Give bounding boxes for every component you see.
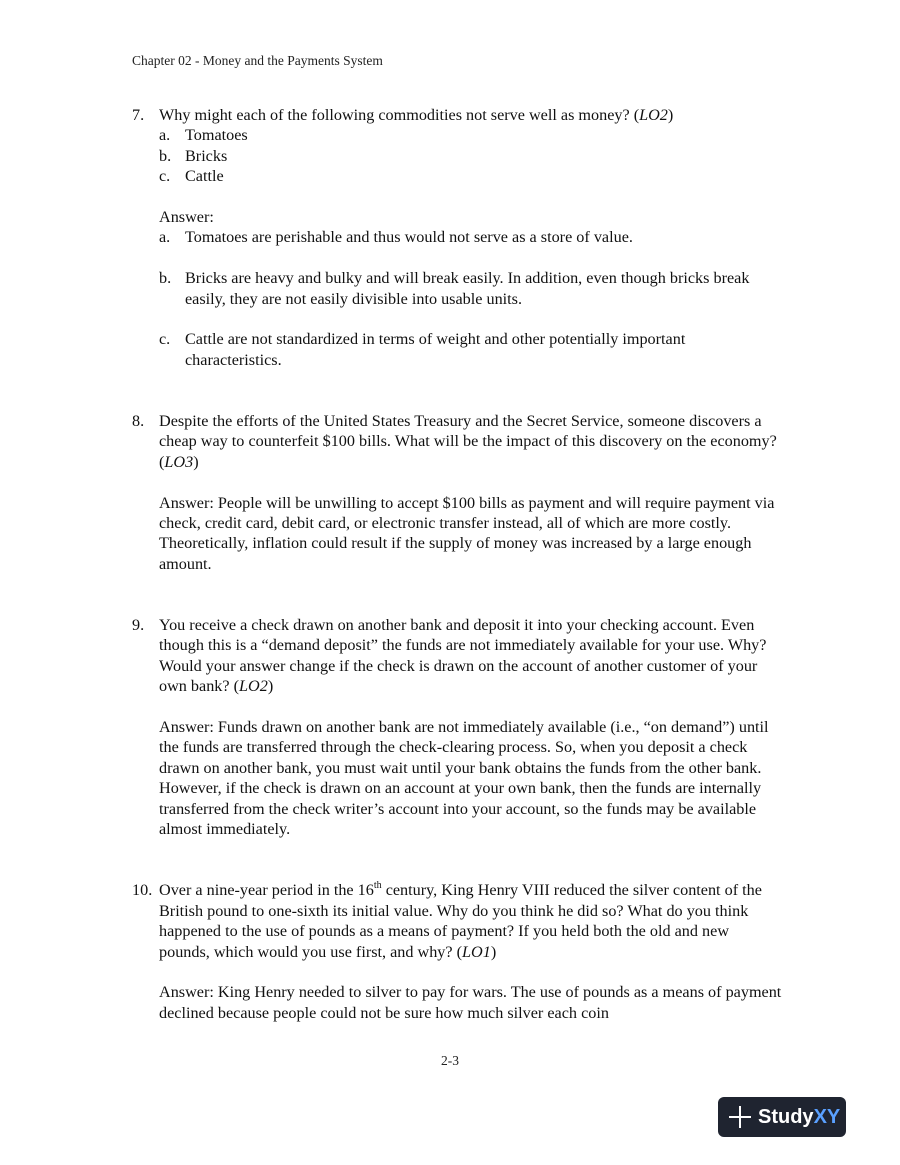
answer-a: a. Tomatoes are perishable and thus would not serve as a store of value. [159, 228, 633, 247]
option-c: c. Cattle [159, 167, 224, 186]
question-number: 7. [132, 106, 145, 124]
answer-text: Answer: People will be unwilling to accept $100 bills as payment and will require payment via check, credit card, debit card, or electronic transfer instead, all of which are more costly. Theoretically, inflation could result if the supply of money was increased by a large enough amount. [159, 493, 775, 573]
brand-name: StudyXY [758, 1105, 841, 1128]
learning-objective: LO3 [164, 452, 194, 471]
question-9 [132, 615, 782, 839]
answer-label: Answer: [159, 208, 214, 227]
question-text: Why might each of the following commodities not serve well as money? (LO2) [159, 106, 674, 124]
question-8 [132, 411, 782, 574]
document-body [132, 105, 782, 1023]
option-a: a. Tomatoes [159, 126, 248, 145]
question-text: Despite the efforts of the United States Treasury and the Secret Service, someone discovers a cheap way to counterfeit $100 bills. What will be the impact of this discovery on the economy? (LO3) [159, 412, 777, 471]
page-number: 2-3 [441, 1053, 459, 1068]
question-text: You receive a check drawn on another bank and deposit it into your checking account. Even though this is a “demand deposit” the funds are not immediately available for your use. Why? Would your answer change if the check is drawn on the account of another customer of your own bank? (LO2) [159, 616, 767, 696]
page-header: Chapter 02 - Money and the Payments System [132, 53, 383, 68]
question-number: 10. [132, 881, 153, 900]
answer-c: c. Cattle are not standardized in terms of weight and other potentially important characteristics. [159, 330, 686, 369]
question-10 [132, 880, 782, 1023]
learning-objective: LO1 [462, 942, 491, 961]
learning-objective: LO2 [639, 106, 668, 124]
plus-icon [728, 1105, 752, 1129]
answer-b: b. Bricks are heavy and bulky and will break easily. In addition, even though bricks break easily, they are not easily divisible into usable units. [159, 269, 750, 308]
learning-objective: LO2 [239, 677, 268, 696]
answer-text: Answer: King Henry needed to silver to pay for wars. The use of pounds as a means of payment declined because people could not be sure how much silver each coin [159, 983, 782, 1022]
question-number: 9. [132, 616, 145, 635]
question-number: 8. [132, 412, 145, 431]
question-7 [132, 105, 782, 370]
answer-text: Answer: Funds drawn on another bank are not immediately available (i.e., “on demand”) until the funds are transferred through the check-clearing process. So, when you deposit a check drawn on another bank, you must wait until your bank obtains the funds from the other bank. However, if the check is drawn on an account at your own bank, then the funds are internally transferred from the check writer’s account into your account, so the funds may be available almost immediately. [159, 718, 769, 839]
question-text: Over a nine-year period in the 16th century, King Henry VIII reduced the silver content of the British pound to one-sixth its initial value. Why do you think he did so? What do you think happened to the use of pounds as a means of payment? If you held both the old and new pounds, which would you use first, and why? (LO1) [159, 879, 762, 961]
studyxy-badge[interactable] [718, 1097, 846, 1137]
option-b: b. Bricks [159, 146, 228, 165]
